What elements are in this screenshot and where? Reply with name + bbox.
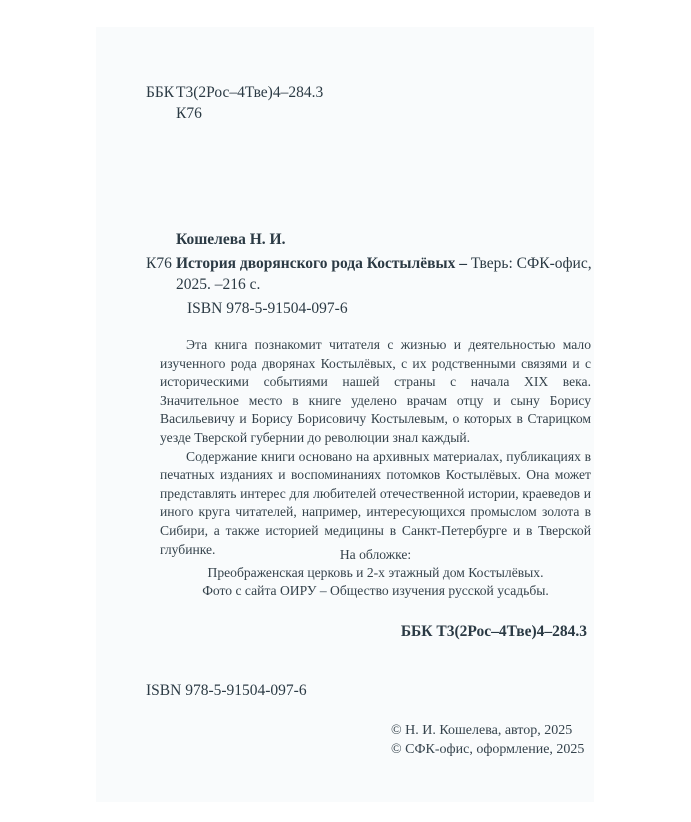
bbk-label-top: ББК bbox=[146, 84, 175, 101]
book-page bbox=[96, 27, 594, 802]
bib-title: История дворянского рода Костылёвых bbox=[176, 255, 456, 272]
cover-note-heading: На обложке: bbox=[339, 547, 412, 562]
cover-note bbox=[160, 546, 591, 600]
copyright-publisher: © СФК-офис, оформление, 2025 bbox=[391, 742, 585, 757]
bib-title-line bbox=[176, 255, 592, 273]
bib-isbn: ISBN 978-5-91504-097-6 bbox=[187, 300, 348, 317]
bbk-bottom: ББК Т3(2Рос–4Тве)4–284.3 bbox=[400, 623, 587, 640]
bib-publisher: Тверь: СФК-офис, bbox=[470, 255, 592, 272]
bib-year-pages: 2025. –216 с. bbox=[176, 276, 261, 293]
copyright-author: © Н. И. Кошелева, автор, 2025 bbox=[391, 723, 573, 738]
isbn-bottom: ISBN 978-5-91504-097-6 bbox=[146, 682, 307, 699]
abstract-paragraph: Содержание книги основано на архивных материалах, публикациях в печатных изданиях и воспоминаниях потомков Костылёвых. Она может представлять интерес для любителей отечественной истории, краеведов и иного круга читателей, например, интересующихся промыслом золота в Сибири, а также историей медицины в Санкт-Петербурге и в Тверской глубинке. bbox=[160, 448, 591, 557]
abstract-paragraph: Эта книга познакомит читателя с жизнью и деятельностью мало изученного рода дворянах Костылёвых, с их родственными связями и с историческими событиями нашей страны с начала XIX века. Значительное место в книге уделено врачам отцу и сыну Борису Васильевичу и Борису Борисовичу Костылевым, о которых в Старицком уезде Тверской губернии до революции знал каждый. bbox=[160, 337, 591, 445]
bib-dash: – bbox=[455, 255, 471, 272]
author-sign-top: К76 bbox=[176, 105, 202, 122]
bib-author-sign: К76 bbox=[146, 255, 172, 272]
bbk-code-top: Т3(2Рос–4Тве)4–284.3 bbox=[176, 84, 324, 101]
cover-note-line: Преображенская церковь и 2-х этажный дом Костылёвых. bbox=[207, 565, 544, 580]
bib-author: Кошелева Н. И. bbox=[176, 231, 286, 248]
cover-note-line: Фото с сайта ОИРУ – Общество изучения русской усадьбы. bbox=[202, 583, 549, 598]
abstract bbox=[160, 336, 591, 559]
